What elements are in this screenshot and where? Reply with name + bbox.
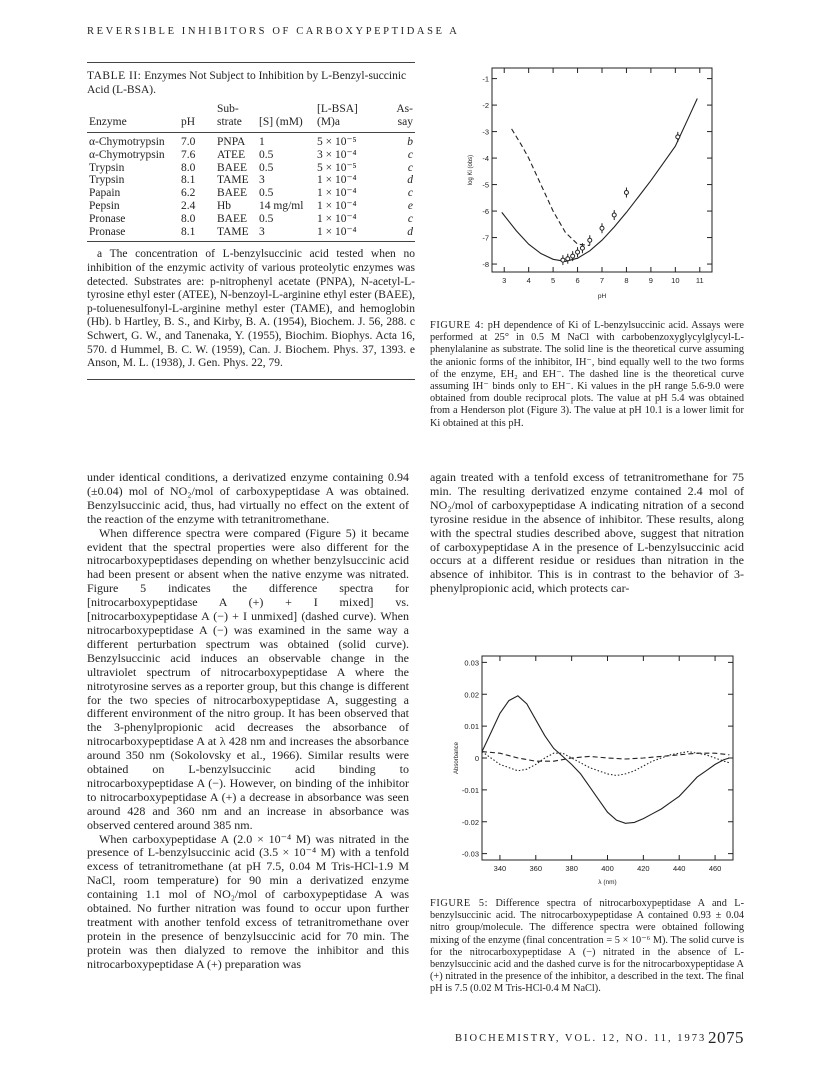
y-axis-label: log Ki (obs) <box>468 154 474 186</box>
cell-ph: 6.2 <box>181 187 196 200</box>
figure-5-caption-text: Difference spectra of nitrocarboxypeptidase A and L-benzylsuccinic acid. The nitrocarboxypeptidase A contained 0.93 ± 0.04 nitro group/molecule. The difference spectra were obtained following mixing of the enzyme (final concentration = 5 × 10⁻⁶ M). The solid curve is for the nitrocarboxypeptidase A (−) nitrated in the absence of L-benzylsuccinic acid and the dashed curve is for the nitrocarboxypeptidase A (+) nitrated in the presence of the inhibitor, a described in the text. The final pH is 7.5 (0.02 M Tris-HCl-0.4 M NaCl). <box>430 898 744 995</box>
y-tick-label: -1 <box>482 74 489 84</box>
y-tick-label: -2 <box>482 101 489 111</box>
cell-substrate: TAME <box>217 174 249 187</box>
y-tick-label: -4 <box>482 154 489 164</box>
table-row <box>87 213 415 226</box>
y-tick-label: -7 <box>482 233 489 243</box>
x-tick-label: 440 <box>672 864 686 873</box>
data-point <box>624 191 628 195</box>
x-tick-label: 3 <box>502 276 507 285</box>
cell-enzyme: Trypsin <box>89 161 125 174</box>
body-paragraph: under identical conditions, a derivatized enzyme containing 0.94 (±0.04) mol of NO₂/mol of carboxypeptidase A was obtained. Benzylsuccinic acid, thus, had virtually no effect on the extent of the reaction of the enzyme with tetranitromethane. <box>87 470 409 526</box>
x-tick-label: 6 <box>575 276 580 285</box>
plot-frame <box>492 68 712 272</box>
figure-4-caption <box>430 320 744 430</box>
y-tick-label: 0 <box>474 754 479 763</box>
body-paragraph: When difference spectra were compared (Figure 5) it became evident that the spectral properties were also different for the nitrocarboxypeptidases depending on whether benzylsuccinic acid had been present or absent when the native enzyme was nitrated. Figure 5 indicates the difference spectra for [nitrocarboxypeptidase A (+) + I mixed] vs. [nitrocarboxypeptidase A (−) + I unmixed] (dashed curve). When nitrocarboxypeptidase A (−) was examined in the same way a different perturbation spectrum was obtained (solid curve). Benzylsuccinic acid induces an observable change in the ultraviolet spectrum of nitrocarboxypeptidase A where the nitrotyrosine serves as a reporter group, but this change is different for the two species of nitrocarboxypeptidase A, suggesting a different environment of the nitro group. It has been observed that the 3-phenylpropionic acid decreases the absorbance of nitrocarboxypeptidase A at λ 428 nm and increases the absorbance around 350 nm (Sokolovsky et al., 1966). Similar results were obtained on L-benzylsuccinic acid binding to nitrocarboxypeptidase A (−). However, on binding of the inhibitor to nitrocarboxypeptidase A (+) a decrease in absorbance was seen around 428 and 360 nm and an increase in absorbance was observed centered around 385 nm. <box>87 525 409 832</box>
y-axis-label: Absorbance <box>454 741 460 775</box>
table-header-row-1 <box>87 103 415 116</box>
header-s <box>257 103 315 116</box>
cell-assay: c <box>407 161 413 174</box>
header-bsa: [L-BSA] <box>317 103 358 115</box>
data-point <box>588 238 592 242</box>
body-paragraph: When carboxypeptidase A (2.0 × 10⁻⁴ M) was nitrated in the presence of L-benzylsuccinic acid (3.5 × 10⁻⁴ M) with a tenfold excess of tetranitromethane (at pH 7.5, 0.04 M Tris-HCl-1.9 M NaCl, room temperature) for 90 min a derivatized enzyme containing 1.1 mol of NO₂/mol of carboxypeptidase A was obtained. No further nitration was found to occur upon further treatment with another tenfold excess of tetranitromethane over protein in the presence of benzylsuccinic acid for 70 min. The protein was then dialyzed to remove the inhibitor and this nitrocarboxypeptidase A (+) preparation was <box>87 831 409 971</box>
x-tick-label: 360 <box>529 864 543 873</box>
y-tick-label: -5 <box>482 180 489 190</box>
header-assay: say <box>385 116 415 133</box>
cell-ph: 8.1 <box>179 226 215 242</box>
x-tick-label: 460 <box>708 864 722 873</box>
table-header-row-2 <box>87 116 415 133</box>
table-row <box>87 187 415 200</box>
table-row <box>87 174 415 187</box>
table-row <box>87 226 415 242</box>
cell-s: 0.5 <box>259 187 274 200</box>
cell-ph: 8.1 <box>181 174 196 187</box>
y-tick-label: 0.03 <box>464 658 479 668</box>
y-tick-label: -0.03 <box>461 849 479 859</box>
series-line-dashed <box>482 752 729 762</box>
cell-enzyme: Pepsin <box>89 199 120 212</box>
header-enzyme: Enzyme <box>87 116 179 133</box>
journal-footer: BIOCHEMISTRY, VOL. 12, NO. 11, 1973 <box>455 1033 707 1044</box>
figure-4-caption-text: pH dependence of Ki of L-benzylsuccinic acid. Assays were performed at 25° in 0.5 M NaCl with carbobenzoxyglycylglycyl-L-phenylalanine as substrate. The solid line is the theoretical curve assuming the anionic forms of the inhibitor, IH⁻, bind equally well to the two forms of the enzyme, EH₂ and EH⁻. The dashed line is the theoretical curve assuming IH⁻ binds only to EH⁻. Ki values in the pH range 5.6-9.0 were obtained from double reciprocal plots. The value at pH 5.4 was obtained from a Henderson plot (Figure 3). The value at pH 10.1 is a lower limit for Ki obtained at this pH. <box>430 320 744 429</box>
cell-assay: b <box>407 136 413 148</box>
cell-s: 0.5 <box>259 161 274 174</box>
cell-assay: c <box>407 212 413 225</box>
header-assay: As- <box>396 103 413 115</box>
table-row <box>87 133 415 149</box>
page-number: 2075 <box>708 1028 744 1047</box>
table-label: TABLE II: <box>87 70 142 82</box>
cell-bsa: 1 × 10⁻⁴ <box>317 212 357 225</box>
header-ph: pH <box>179 116 215 133</box>
x-tick-label: 420 <box>637 864 650 873</box>
y-tick-label: -0.02 <box>461 817 479 827</box>
y-tick-label: -0.01 <box>461 785 479 795</box>
cell-ph: 8.0 <box>181 212 196 225</box>
cell-s: 3 <box>259 174 265 187</box>
figure-4-chart <box>462 62 730 312</box>
header-substrate: Sub- <box>217 103 239 115</box>
cell-enzyme: Pronase <box>89 212 126 225</box>
y-tick-label: 0.02 <box>464 690 479 700</box>
y-tick-label: -6 <box>482 207 489 217</box>
series-line-solid <box>502 99 698 262</box>
table-bottom-rule <box>87 379 415 380</box>
cell-s: 0.5 <box>259 212 274 225</box>
cell-assay: d <box>407 174 413 187</box>
figure-4-label: FIGURE 4: <box>430 320 485 331</box>
cell-substrate: ATEE <box>217 148 246 161</box>
cell-bsa: 5 × 10⁻⁵ <box>317 136 357 148</box>
header-substrate: strate <box>215 116 257 133</box>
header-bsa: (M)a <box>315 116 385 133</box>
cell-s: 0.5 <box>259 148 274 161</box>
cell-enzyme: Papain <box>89 187 121 200</box>
cell-enzyme: α-Chymotrypsin <box>89 136 165 148</box>
header-s: [S] (mM) <box>257 116 315 133</box>
x-axis-label: pH <box>597 293 607 300</box>
cell-enzyme: α-Chymotrypsin <box>89 148 165 161</box>
table-ii <box>87 62 415 380</box>
y-tick-label: -8 <box>482 260 489 270</box>
figure-5-chart <box>448 650 738 890</box>
footnote-text: a The concentration of L-benzylsuccinic acid tested when no inhibition of the enzymic activity of various proteolytic enzymes was detected. Substrates are: p-nitrophenyl acetate (PNPA), N-acetyl-L-tyrosine ethyl ester (ATEE), N-benzoyl-L-arginine ethyl ester (BAEE), p-toluenesulfonyl-L-arginine methyl ester (TAME), and hemoglobin (Hb). b Hartley, B. S., and Kirby, B. A. (1954), Biochem. J. 56, 288. c Schwert, G. W., and Tanenaka, Y. (1955), Biochim. Biophys. Acta 16, 570. d Hummel, B. C. W. (1959), Can. J. Biochem. Phys. 37, 1393. e Anson, M. L. (1938), J. Gen. Phys. 22, 79. <box>87 248 415 370</box>
body-column-left <box>87 471 409 972</box>
header-ph <box>179 103 215 116</box>
cell-enzyme: Trypsin <box>89 174 125 187</box>
x-tick-label: 10 <box>671 276 680 285</box>
x-tick-label: 340 <box>493 864 507 873</box>
x-tick-label: 5 <box>551 276 556 285</box>
x-tick-label: 380 <box>565 864 578 873</box>
data-point <box>566 257 570 261</box>
cell-enzyme: Pronase <box>87 226 179 242</box>
data-point <box>571 254 575 258</box>
x-tick-label: 8 <box>624 276 629 285</box>
running-head: REVERSIBLE INHIBITORS OF CARBOXYPEPTIDASE A <box>87 26 460 37</box>
x-tick-label: 400 <box>601 864 614 873</box>
table-title: Enzymes Not Subject to Inhibition by L-Benzyl-succinic Acid (L-BSA). <box>87 70 407 96</box>
data-point <box>561 258 565 262</box>
cell-substrate: Hb <box>217 199 232 212</box>
x-tick-label: 9 <box>648 276 653 285</box>
data-point <box>576 250 580 254</box>
data-point <box>676 135 680 139</box>
table-row <box>87 200 415 213</box>
cell-assay: e <box>407 199 413 212</box>
header-enzyme <box>87 103 179 116</box>
data-point <box>600 226 604 230</box>
plot-frame <box>482 656 733 860</box>
cell-ph: 7.0 <box>181 136 196 148</box>
series-line-dashed <box>512 129 590 246</box>
cell-s: 3 <box>257 226 315 242</box>
cell-assay: d <box>385 226 415 242</box>
y-tick-label: -3 <box>482 127 489 137</box>
x-tick-label: 7 <box>599 276 605 285</box>
table-footnote <box>87 248 415 370</box>
x-tick-label: 11 <box>695 276 704 285</box>
cell-substrate: BAEE <box>217 212 248 225</box>
cell-ph: 2.4 <box>181 199 196 212</box>
cell-substrate: BAEE <box>217 187 248 200</box>
cell-ph: 8.0 <box>181 161 196 174</box>
cell-bsa: 1 × 10⁻⁴ <box>317 199 357 212</box>
cell-substrate: TAME <box>215 226 257 242</box>
cell-assay: c <box>407 148 413 161</box>
cell-substrate: PNPA <box>217 136 246 148</box>
series-line-solid <box>482 696 729 824</box>
body-paragraph: again treated with a tenfold excess of tetranitromethane for 75 min. The resulting derivatized enzyme contained 2.4 mol of NO₂/mol of carboxypeptidase A indicating nitration of a second tyrosine residue in the absence of inhibitor. These results, along with the spectral studies described above, suggest that nitration of carboxypeptidase A in the presence of L-benzylsuccinic acid occurs at a different residue or residues than nitration in the absence of inhibitor. This is in contrast to the behavior of 3-phenylpropionic acid, which protects car- <box>430 470 744 596</box>
cell-bsa: 5 × 10⁻⁵ <box>317 161 357 174</box>
cell-bsa: 3 × 10⁻⁴ <box>317 148 357 161</box>
enzyme-table <box>87 103 415 242</box>
series-line-dotted <box>482 752 729 776</box>
cell-substrate: BAEE <box>217 161 248 174</box>
figure-5-caption <box>430 898 744 996</box>
cell-bsa: 1 × 10⁻⁴ <box>315 226 385 242</box>
x-axis-label: λ (nm) <box>598 879 617 886</box>
cell-bsa: 1 × 10⁻⁴ <box>317 174 357 187</box>
y-tick-label: 0.01 <box>464 722 479 732</box>
cell-assay: c <box>407 187 413 200</box>
x-tick-label: 4 <box>526 276 531 285</box>
cell-bsa: 1 × 10⁻⁴ <box>317 187 357 200</box>
body-column-right <box>430 471 744 596</box>
table-caption <box>87 63 415 103</box>
data-point <box>580 246 584 250</box>
data-point <box>612 213 616 217</box>
cell-ph: 7.6 <box>181 148 196 161</box>
figure-5-label: FIGURE 5: <box>430 898 489 909</box>
cell-s: 14 mg/ml <box>259 199 304 212</box>
table-body <box>87 133 415 242</box>
table-row <box>87 149 415 162</box>
cell-s: 1 <box>259 136 265 148</box>
table-row <box>87 162 415 175</box>
